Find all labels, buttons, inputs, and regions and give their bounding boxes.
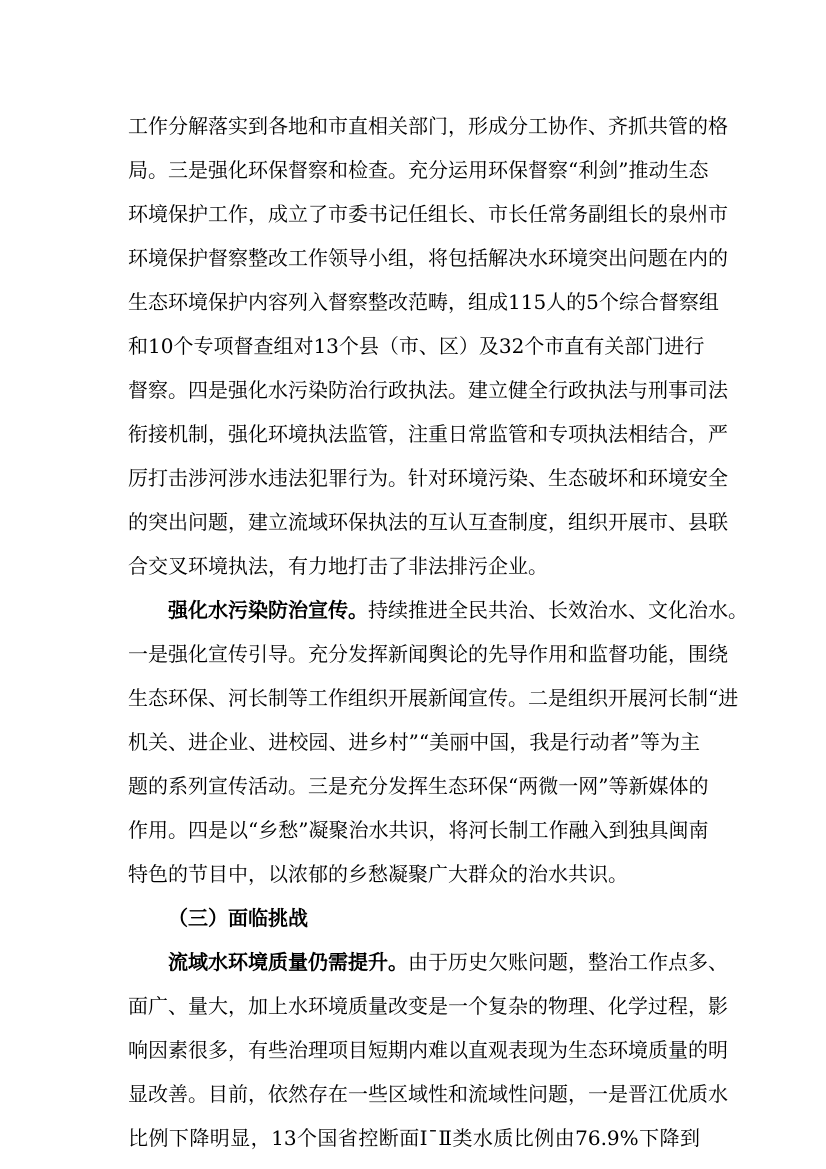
- paragraph-line: 局。三是强化环保督察和检查。充分运用环保督察“利剑”推动生态: [128, 158, 709, 182]
- paragraph-line: 督察。四是强化水污染防治行政执法。建立健全行政执法与刑事司法: [128, 378, 728, 402]
- paragraph-line: 环境保护工作，成立了市委书记任组长、市长任常务副组长的泉州市: [128, 202, 728, 226]
- section-heading: （三）面临挑战: [168, 906, 308, 930]
- paragraph-line: 厉打击涉河涉水违法犯罪行为。针对环境污染、生态破坏和环境安全: [128, 466, 728, 490]
- paragraph-line: [128, 948, 728, 976]
- paragraph-line: 衔接机制，强化环境执法监管，注重日常监管和专项执法相结合，严: [128, 422, 728, 446]
- paragraph-line: 特色的节目中，以浓郁的乡愁凝聚广大群众的治水共识。: [128, 862, 628, 886]
- paragraph-lead-in: 强化水污染防治宣传。: [168, 598, 368, 622]
- paragraph-line: 机关、进企业、进校园、进乡村”“美丽中国，我是行动者”等为主: [128, 730, 700, 754]
- paragraph-line: 生态环境保护内容列入督察整改范畴，组成115人的5个综合督察组: [128, 290, 719, 314]
- paragraph-line: 面广、量大，加上水环境质量改变是一个复杂的物理、化学过程，影: [128, 994, 728, 1018]
- paragraph-line: 作用。四是以“乡愁”凝聚治水共识，将河长制工作融入到独具闽南: [128, 818, 709, 842]
- paragraph-line: 显改善。目前，依然存在一些区域性和流域性问题，一是晋江优质水: [128, 1082, 728, 1106]
- paragraph-text: 由于历史欠账问题，整治工作点多、: [408, 950, 728, 974]
- paragraph-lead-in: 流域水环境质量仍需提升。: [168, 950, 408, 974]
- paragraph-line: 的突出问题，建立流域环保执法的互认互查制度，组织开展市、县联: [128, 510, 728, 534]
- paragraph-line: 响因素很多，有些治理项目短期内难以直观表现为生态环境质量的明: [128, 1038, 728, 1062]
- paragraph-line: 工作分解落实到各地和市直相关部门，形成分工协作、齐抓共管的格: [128, 114, 728, 138]
- paragraph-line: 环境保护督察整改工作领导小组，将包括解决水环境突出问题在内的: [128, 246, 728, 270]
- paragraph-line: 生态环保、河长制等工作组织开展新闻宣传。二是组织开展河长制“进: [128, 686, 739, 710]
- paragraph-text: 持续推进全民共治、长效治水、文化治水。: [368, 598, 748, 622]
- paragraph-line: 题的系列宣传活动。三是充分发挥生态环保“两微一网”等新媒体的: [128, 774, 709, 798]
- paragraph-line: [128, 596, 748, 624]
- paragraph-line: 一是强化宣传引导。充分发挥新闻舆论的先导作用和监督功能，围绕: [128, 642, 728, 666]
- paragraph-line: 和10个专项督查组对13个县（市、区）及32个市直有关部门进行: [128, 334, 705, 358]
- paragraph-line: 合交叉环境执法，有力地打击了非法排污企业。: [128, 554, 548, 578]
- paragraph-line: 比例下降明显，13个国省控断面Ⅰ¯Ⅱ类水质比例由76.9%下降到: [128, 1126, 700, 1150]
